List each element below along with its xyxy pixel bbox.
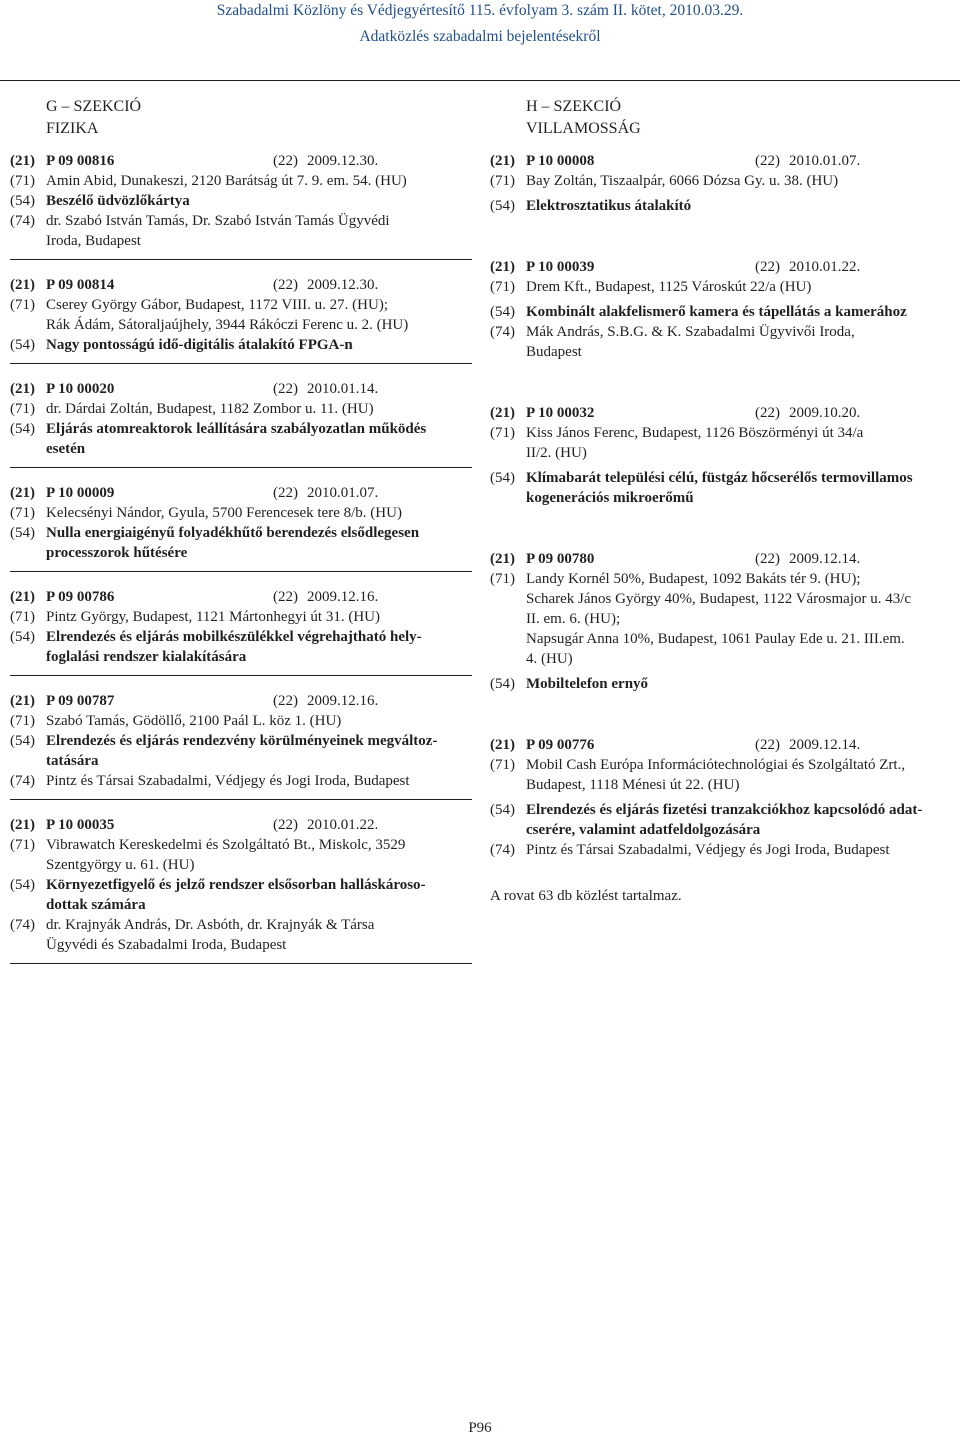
application-number: P 10 00009 [46,485,115,501]
applicant-line: Szabó Tamás, Gödöllő, 2100 Paál L. köz 1. (HU) [46,713,342,729]
filing-date: 2009.12.14. [789,737,861,753]
title-line: foglalási rendszer kialakítására [46,649,247,665]
field-code: (54) [10,525,35,541]
application-data [526,257,958,277]
application-data [46,815,472,835]
application-number-row [10,483,472,503]
section-title: H – SZEKCIÓ [526,98,622,115]
application-data [526,403,958,423]
filing-date-code: (22) [273,381,298,397]
applicant-line: 4. (HU) [526,651,573,667]
filing-date: 2009.10.20. [789,405,861,421]
attorney-text [46,771,472,791]
field-code: (71) [10,505,35,521]
field-code: (71) [10,609,35,625]
application-number: P 09 00787 [46,693,115,709]
field-code: (71) [10,837,35,853]
title-line: Nagy pontosságú idő-digitális átalakító FPGA-n [46,337,353,353]
title-line: kogenerációs mikroerőmű [526,490,694,506]
title-field [490,302,958,322]
field-code: (21) [10,589,35,605]
field-code: (71) [10,401,35,417]
applicant-line: Vibrawatch Kereskedelmi és Szolgáltató Bt., Miskolc, 3529 [46,837,406,853]
field-code: (21) [10,817,35,833]
applicant-text [46,835,472,875]
title-text [46,731,472,771]
field-code: (54) [490,676,515,692]
field-code: (71) [490,571,515,587]
filing-date-code: (22) [273,153,298,169]
filing-date-code: (22) [273,589,298,605]
applicant-line: Bay Zoltán, Tiszaalpár, 6066 Dózsa Gy. u. 38. (HU) [526,173,839,189]
attorney-field [10,211,472,251]
title-field [10,875,472,915]
title-line: Környezetfigyelő és jelző rendszer elsősorban halláskároso- [46,877,426,893]
title-text [526,674,958,694]
filing-date-code: (22) [273,485,298,501]
applicant-text [526,277,958,297]
field-code: (71) [10,297,35,313]
title-text [526,468,958,508]
applicant-text [46,399,472,419]
applicant-text [526,569,958,669]
patent-entry [10,587,472,676]
patent-entry [10,483,472,572]
field-code: (21) [10,485,35,501]
field-code: (54) [10,421,35,437]
attorney-field [10,771,472,791]
attorney-field [490,322,958,362]
field-code: (54) [490,802,515,818]
title-line: Beszélő üdvözlőkártya [46,193,190,209]
field-code: (54) [10,193,35,209]
filing-date: 2009.12.30. [307,277,379,293]
applicant-line: Landy Kornél 50%, Budapest, 1092 Bakáts tér 9. (HU); [526,571,861,587]
field-code: (74) [10,773,35,789]
field-code: (71) [490,757,515,773]
section-heading: Adatközlés szabadalmi bejelentésekről [359,28,601,45]
applicant-field [490,423,958,463]
field-code: (71) [490,425,515,441]
title-line: Elrendezés és eljárás mobilkészülékkel végrehajtható hely- [46,629,422,645]
application-number: P 09 00780 [526,551,595,567]
filing-date-code: (22) [273,277,298,293]
title-text [526,800,958,840]
application-number-row [10,691,472,711]
applicant-line: Napsugár Anna 10%, Budapest, 1061 Paulay Ede u. 21. III.em. [526,631,905,647]
application-data [46,379,472,399]
application-number-row [490,403,958,423]
applicant-field [10,399,472,419]
section-subtitle: VILLAMOSSÁG [526,120,641,137]
application-data [46,483,472,503]
journal-title: Szabadalmi Közlöny és Védjegyértesítő 115. évfolyam 3. szám II. kötet, 2010.03.29. [216,2,744,19]
applicant-text [526,755,958,795]
title-field [10,731,472,771]
field-code: (54) [10,877,35,893]
application-number: P 10 00032 [526,405,595,421]
field-code: (21) [490,405,515,421]
field-code: (71) [490,173,515,189]
attorney-line: dr. Krajnyák András, Dr. Asbóth, dr. Krajnyák & Társa [46,917,375,933]
field-code: (54) [10,337,35,353]
field-code: (54) [10,629,35,645]
left-column [10,96,472,964]
applicant-field [10,503,472,523]
field-code: (21) [10,153,35,169]
applicant-text [46,607,472,627]
application-data [526,151,958,171]
applicant-field [490,755,958,795]
attorney-line: Pintz és Társai Szabadalmi, Védjegy és Jogi Iroda, Budapest [46,773,410,789]
filing-date: 2010.01.22. [789,259,861,275]
patent-entry [10,151,472,260]
field-code: (71) [490,279,515,295]
filing-date-code: (22) [755,405,780,421]
applicant-line: Pintz György, Budapest, 1121 Mártonhegyi út 31. (HU) [46,609,380,625]
patent-entry [490,735,958,860]
application-number-row [490,735,958,755]
application-number-row [10,379,472,399]
patent-entry [10,815,472,964]
title-line: cserére, valamint adatfeldolgozására [526,822,761,838]
applicant-text [46,503,472,523]
application-number-row [10,275,472,295]
application-number-row [490,151,958,171]
section-title: G – SZEKCIÓ [46,98,142,115]
applicant-text [46,171,472,191]
title-text [526,302,958,322]
application-number: P 10 00020 [46,381,115,397]
filing-date: 2010.01.07. [307,485,379,501]
title-line: Klímabarát települési célú, füstgáz hőcserélős termovillamos [526,470,913,486]
title-text [46,419,472,459]
title-field [490,468,958,508]
entry-count-note: A rovat 63 db közlést tartalmaz. [490,888,682,904]
page-header [0,0,960,81]
attorney-line: Ügyvédi és Szabadalmi Iroda, Budapest [46,937,287,953]
patent-entry [490,151,958,216]
filing-date: 2010.01.22. [307,817,379,833]
attorney-line: dr. Szabó István Tamás, Dr. Szabó István Tamás Ügyvédi [46,213,390,229]
title-line: Mobiltelefon ernyő [526,676,649,692]
title-line: tatására [46,753,99,769]
application-number-row [10,815,472,835]
title-field [490,800,958,840]
attorney-line: Budapest [526,344,582,360]
title-text [46,335,472,355]
application-number: P 09 00776 [526,737,595,753]
field-code: (74) [490,842,515,858]
attorney-text [46,915,472,955]
title-field [10,419,472,459]
title-field [10,335,472,355]
patent-entry [10,275,472,364]
filing-date-code: (22) [755,737,780,753]
title-field [490,196,958,216]
field-code: (21) [490,737,515,753]
filing-date: 2009.12.16. [307,589,379,605]
title-line: dottak számára [46,897,146,913]
applicant-line: Budapest, 1118 Ménesi út 22. (HU) [526,777,740,793]
field-code: (21) [10,693,35,709]
title-line: Elrendezés és eljárás rendezvény körülményeinek megváltoz- [46,733,438,749]
applicant-field [10,295,472,335]
patent-entry [490,403,958,508]
applicant-line: Rák Ádám, Sátoraljaújhely, 3944 Rákóczi Ferenc u. 2. (HU) [46,317,409,333]
applicant-line: Cserey György Gábor, Budapest, 1172 VIII. u. 27. (HU); [46,297,388,313]
applicant-line: Kelecsényi Nándor, Gyula, 5700 Ferencesek tere 8/b. (HU) [46,505,402,521]
application-number-row [490,549,958,569]
field-code: (74) [10,213,35,229]
section-title-block [526,96,958,140]
application-data [46,151,472,171]
attorney-text [526,840,958,860]
field-code: (74) [10,917,35,933]
patent-entry [10,379,472,468]
title-field [490,674,958,694]
applicant-line: Szentgyörgy u. 61. (HU) [46,857,195,873]
field-code: (54) [490,470,515,486]
field-code: (54) [490,304,515,320]
applicant-text [46,295,472,335]
title-text [46,627,472,667]
field-code: (74) [490,324,515,340]
application-number: P 10 00039 [526,259,595,275]
applicant-text [526,423,958,463]
attorney-text [46,211,472,251]
attorney-line: Pintz és Társai Szabadalmi, Védjegy és Jogi Iroda, Budapest [526,842,890,858]
filing-date: 2009.12.14. [789,551,861,567]
applicant-line: II. em. 6. (HU); [526,611,621,627]
field-code: (71) [10,713,35,729]
application-data [46,587,472,607]
application-number-row [10,587,472,607]
filing-date-code: (22) [755,551,780,567]
title-text [46,191,472,211]
section-subtitle: FIZIKA [46,120,99,137]
application-number: P 10 00035 [46,817,115,833]
patent-entry [10,691,472,800]
applicant-line: dr. Dárdai Zoltán, Budapest, 1182 Zombor u. 11. (HU) [46,401,374,417]
applicant-field [490,171,958,191]
right-column [490,96,958,906]
attorney-field [10,915,472,955]
applicant-line: Kiss János Ferenc, Budapest, 1126 Böszörményi út 34/a [526,425,864,441]
applicant-field [10,607,472,627]
application-number-row [490,257,958,277]
title-field [10,627,472,667]
title-text [46,523,472,563]
title-text [526,196,958,216]
applicant-line: Amin Abid, Dunakeszi, 2120 Barátság út 7. 9. em. 54. (HU) [46,173,407,189]
filing-date: 2010.01.14. [307,381,379,397]
section-title-block [46,96,472,140]
filing-date: 2009.12.16. [307,693,379,709]
attorney-line: Mák András, S.B.G. & K. Szabadalmi Ügyvivői Iroda, [526,324,855,340]
filing-date-code: (22) [755,259,780,275]
patent-entry [490,257,958,362]
attorney-text [526,322,958,362]
filing-date: 2010.01.07. [789,153,861,169]
field-code: (21) [490,153,515,169]
application-number: P 09 00816 [46,153,115,169]
field-code: (54) [10,733,35,749]
applicant-line: II/2. (HU) [526,445,587,461]
applicant-line: Scharek János György 40%, Budapest, 1122 Városmajor u. 43/c [526,591,912,607]
title-line: Nulla energiaigényű folyadékhűtő berendezés elsődlegesen [46,525,420,541]
application-data [526,735,958,755]
title-field [10,191,472,211]
filing-date: 2009.12.30. [307,153,379,169]
patent-entry [490,549,958,694]
application-data [46,275,472,295]
applicant-line: Mobil Cash Európa Információtechnológiai és Szolgáltató Zrt., [526,757,906,773]
applicant-field [10,711,472,731]
applicant-line: Drem Kft., Budapest, 1125 Városkút 22/a (HU) [526,279,812,295]
filing-date-code: (22) [755,153,780,169]
page-number: P96 [468,1420,492,1436]
title-field [10,523,472,563]
applicant-field [10,835,472,875]
application-number: P 10 00008 [526,153,595,169]
title-line: processzorok hűtésére [46,545,188,561]
applicant-text [526,171,958,191]
application-data [46,691,472,711]
applicant-field [10,171,472,191]
title-line: Eljárás atomreaktorok leállítására szabályozatlan működés [46,421,427,437]
attorney-field [490,840,958,860]
field-code: (54) [490,198,515,214]
applicant-text [46,711,472,731]
field-code: (21) [10,381,35,397]
application-data [526,549,958,569]
title-line: Elrendezés és eljárás fizetési tranzakciókhoz kapcsolódó adat- [526,802,923,818]
title-line: esetén [46,441,86,457]
field-code: (21) [490,551,515,567]
applicant-field [490,277,958,297]
filing-date-code: (22) [273,817,298,833]
application-number-row [10,151,472,171]
attorney-line: Iroda, Budapest [46,233,141,249]
title-line: Kombinált alakfelismerő kamera és tápellátás a kamerához [526,304,907,320]
application-number: P 09 00814 [46,277,115,293]
field-code: (21) [10,277,35,293]
field-code: (71) [10,173,35,189]
field-code: (21) [490,259,515,275]
applicant-field [490,569,958,669]
title-text [46,875,472,915]
filing-date-code: (22) [273,693,298,709]
title-line: Elektrosztatikus átalakító [526,198,692,214]
application-number: P 09 00786 [46,589,115,605]
